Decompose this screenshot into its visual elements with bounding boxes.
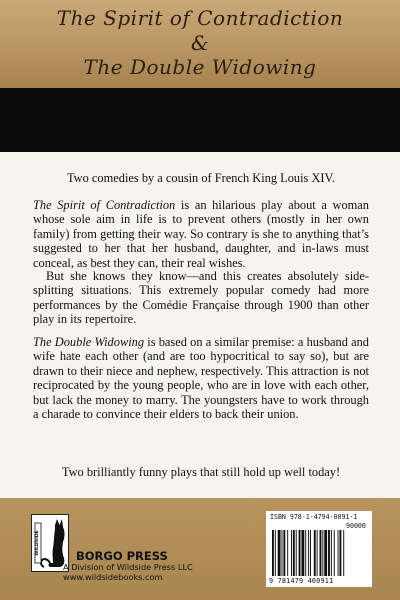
barcode-stripe [322,530,323,576]
barcode-bars [272,530,366,576]
barcode-stripe [293,530,295,576]
paragraph-widowing [33,335,369,421]
barcode-stripe [308,530,309,576]
barcode-stripe [338,530,339,576]
barcode-stripe [283,530,285,576]
barcode-stripe [320,530,322,576]
paragraph-performances: But she knows they know—and this creates absolutely side-splitting situations. This extremely popular comedy had more performances by the Comédie Française through 1900 than other play in its repertoire. [33,269,369,327]
barcode-stripe [287,530,288,576]
publisher-division: A Division of Wildside Press LLC [63,562,193,572]
barcode-stripe [324,530,327,576]
title-ampersand: & [190,31,210,55]
play-title-widowing: The Double Widowing [33,335,145,349]
paragraph-spirit [33,198,369,270]
barcode-stripe [343,530,344,576]
paragraph-widowing-text: is based on a similar premise: a husband and wife hate each other (and are too hypocritical to say so), but are drawn to their niece and nephew, respectively. This attraction is not reciprocated by the young people, who are in love with each other, but lack the money to marry. The youngsters have to work through a charade to convince their elders to back their union. [33,335,370,422]
book-title-line2: The Double Widowing [83,55,317,79]
barcode-stripe [317,530,318,576]
barcode-stripe [314,530,316,576]
isbn-label: ISBN 978-1-4794-0091-1 [270,513,358,521]
barcode-stripe [282,530,283,576]
barcode-stripe [291,530,292,576]
barcode-stripe [328,530,330,576]
play-title-spirit: The Spirit of Contradiction [33,198,176,212]
ean-digits: 9 781479 400911 [269,577,334,585]
book-title-line1: The Spirit of Contradiction [56,6,344,30]
barcode-stripe [331,530,332,576]
paragraph-spirit-text: is an hilarious play about a woman whose sole aim in life is to prevent others (mostly in her own family) from getting their way. So contrary is she to anything that’s suggested to her that her husband, daughter, and in-laws must conceal, as best they can, their real wishes. [33,198,369,270]
dark-band [0,88,400,152]
closing-line: Two brilliantly funny plays that still hold up well today! [61,465,341,479]
price-code: 90000 [346,522,366,530]
publisher-name: BORGO PRESS [76,549,168,563]
barcode-stripe [278,530,281,576]
barcode-stripe [305,530,306,576]
barcode-stripe [272,530,274,576]
barcode-stripe [310,530,311,576]
barcode-stripe [275,530,276,576]
barcode-stripe [334,530,335,576]
barcode-stripe [299,530,301,576]
barcode-stripe [339,530,341,576]
intro-line: Two comedies by a cousin of French King Louis XIV. [66,171,335,185]
barcode-stripe [296,530,297,576]
logo-text: WILDSIDE [35,530,40,556]
publisher-url[interactable]: www.wildsidebooks.com [63,572,163,582]
barcode-stripe [301,530,304,576]
barcode [266,511,372,587]
